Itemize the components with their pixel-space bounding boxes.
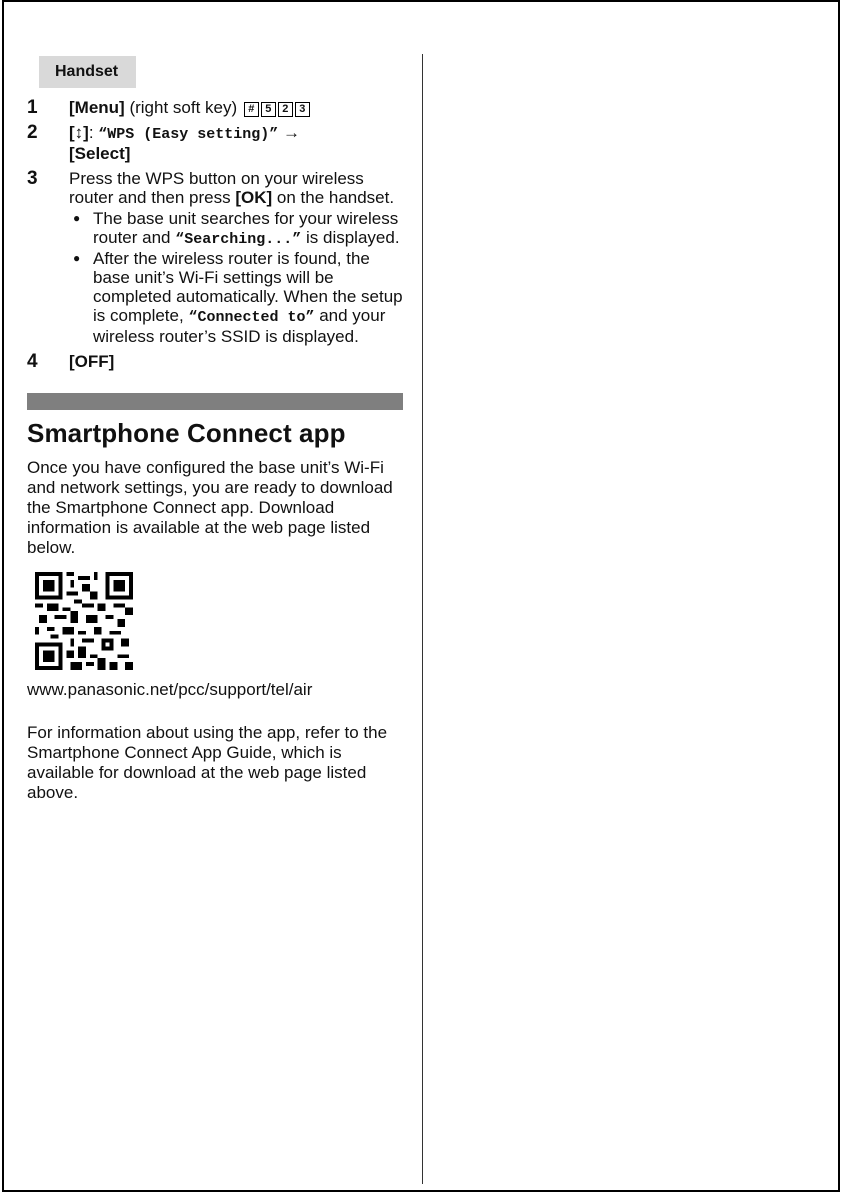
arrow-icon: →	[278, 123, 301, 142]
step-1-text: (right soft key)	[124, 98, 242, 117]
key-3: 3	[295, 102, 310, 117]
step-text	[69, 352, 403, 371]
section-badge: Handset	[39, 56, 136, 88]
step-number: 4	[27, 351, 38, 372]
navigator-key-label: [↕]	[69, 123, 89, 142]
step-3-text-after: on the handset.	[272, 188, 395, 207]
info-paragraph: For information about using the app, refer to the Smartphone Connect App Guide, which is available for download at the web page listed above.	[27, 723, 388, 802]
ok-key-label: [OK]	[235, 188, 273, 207]
steps-list	[27, 98, 403, 371]
column-divider	[422, 54, 423, 1184]
step-4	[27, 352, 403, 371]
step-3	[27, 169, 403, 346]
colon: :	[88, 123, 99, 142]
bullet-item: ● The base unit searches for your wireless router and “Searching...” is displayed.	[69, 209, 403, 249]
step-3-text-before: Press the WPS button on your wireless router and then press	[69, 169, 364, 207]
left-column	[27, 56, 403, 803]
key-2: 2	[278, 102, 293, 117]
select-key-label: [Select]	[69, 144, 131, 163]
key-hash: #	[244, 102, 259, 117]
step-text	[69, 123, 403, 163]
off-key-label: [OFF]	[69, 352, 115, 371]
bullet-item: ● After the wireless router is found, the base unit’s Wi-Fi settings will be completed automatically. When the setup is complete, “Connected to” and your wireless router’s SSID is displayed.	[69, 249, 403, 346]
connected-message: “Connected to”	[188, 309, 315, 326]
step-number: 1	[27, 97, 38, 118]
menu-key-label: [Menu]	[69, 98, 125, 117]
step-number: 3	[27, 168, 38, 189]
step-text	[69, 98, 403, 117]
support-url[interactable]: www.panasonic.net/pcc/support/tel/air	[27, 680, 313, 699]
qr-code-icon	[35, 572, 133, 670]
wps-menu-item: “WPS (Easy setting)”	[98, 126, 279, 143]
key-5: 5	[261, 102, 276, 117]
section-heading: Smartphone Connect app	[27, 418, 346, 448]
section-bar	[27, 393, 403, 410]
intro-paragraph: Once you have configured the base unit’s Wi-Fi and network settings, you are ready to download the Smartphone Connect app. Download information is available at the web page listed below.	[27, 458, 393, 557]
step-3-bullets	[69, 209, 403, 346]
step-number: 2	[27, 122, 38, 143]
step-1	[27, 98, 403, 117]
searching-message: “Searching...”	[175, 231, 302, 248]
step-text	[69, 169, 403, 346]
step-2	[27, 123, 403, 163]
